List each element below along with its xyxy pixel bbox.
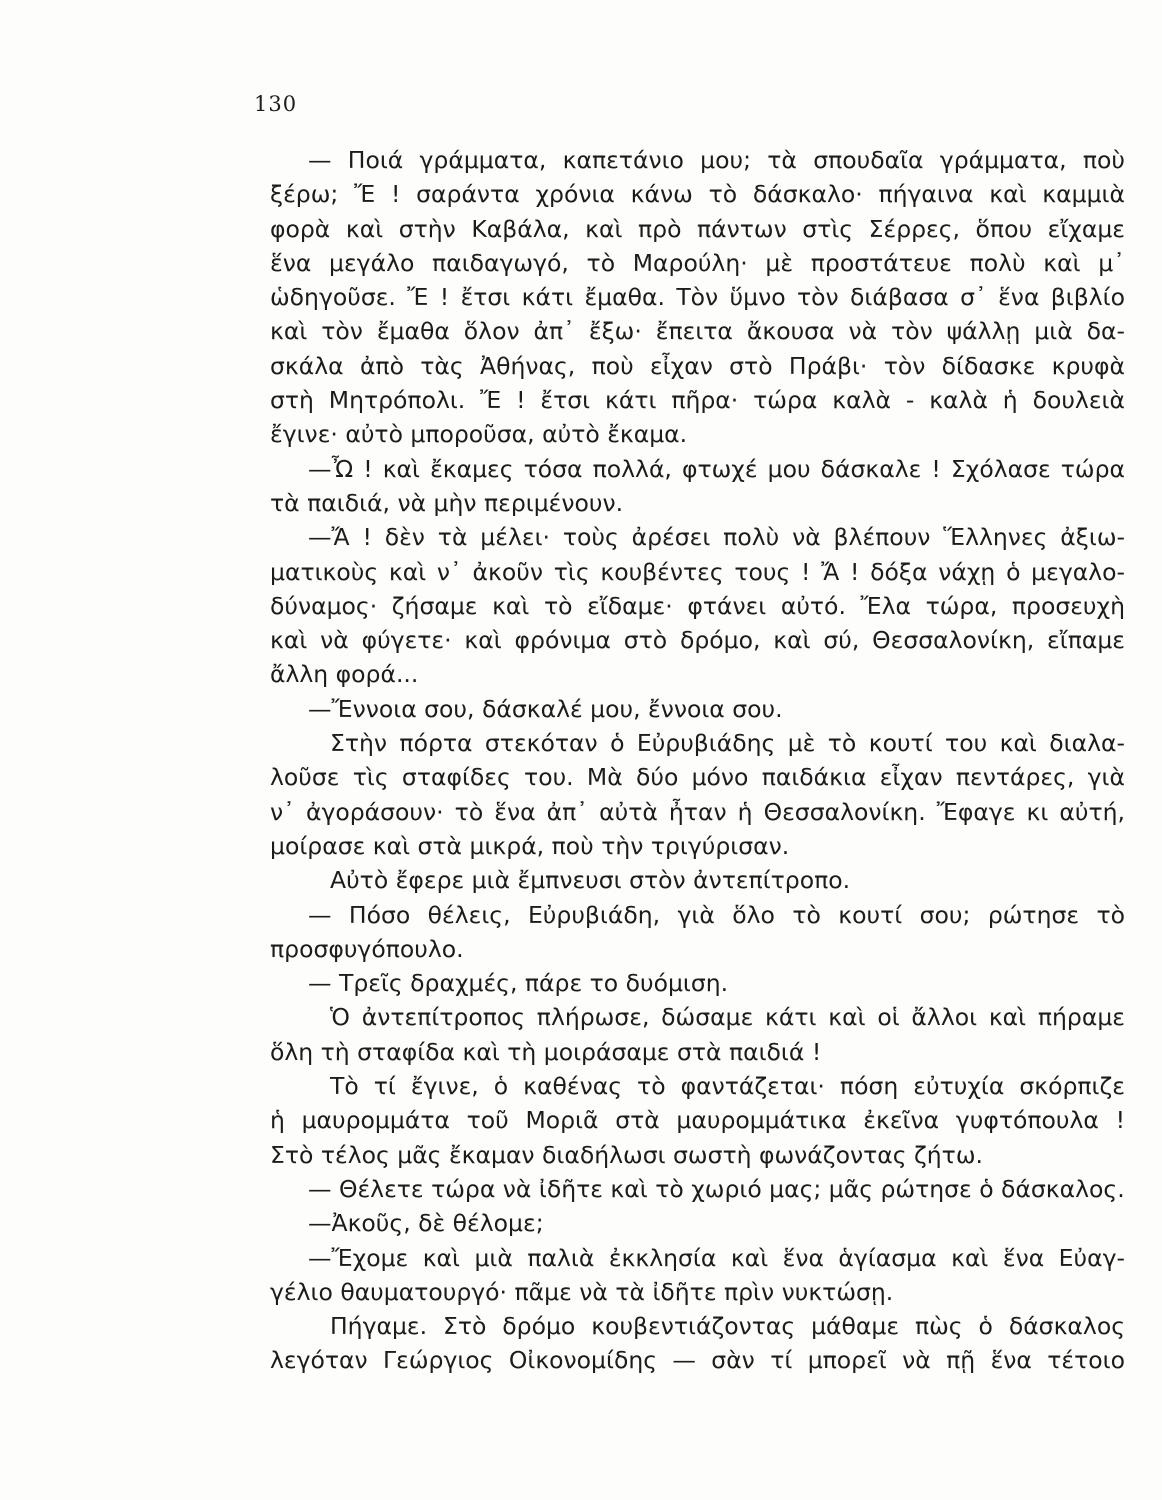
text-line: —Ἔχομε καὶ μιὰ παλιὰ ἐκκλησία καὶ ἕνα ἁγίασμα καὶ ἕνα Εὐαγ-: [308, 1243, 1125, 1272]
text-line: ἄλλη φορά...: [270, 660, 419, 689]
text-line: Πήγαμε. Στὸ δρόμο κουβεντιάζοντας μάθαμε πὼς ὁ δάσκαλος: [330, 1312, 1125, 1341]
text-line: δύναμος· ζήσαμε καὶ τὸ εἴδαμε· φτάνει αὐτό. Ἔλα τώρα, προσευχὴ: [270, 591, 1125, 620]
text-line: ξέρω; Ἔ ! σαράντα χρόνια κάνω τὸ δάσκαλο· πήγαινα καὶ καμμιὰ: [270, 180, 1125, 209]
text-line: Στὸ τέλος μᾶς ἔκαμαν διαδήλωσι σωστὴ φωνάζοντας ζήτω.: [270, 1140, 983, 1169]
text-line: ὅλη τὴ σταφίδα καὶ τὴ μοιράσαμε στὰ παιδιά !: [270, 1037, 822, 1066]
text-line: σκάλα ἀπὸ τὰς Ἀθήνας, ποὺ εἶχαν στὸ Πράβι· τὸν δίδασκε κρυφὰ: [270, 351, 1125, 380]
text-line: — Ποιά γράμματα, καπετάνιο μου; τὰ σπουδαῖα γράμματα, ποὺ: [308, 146, 1125, 174]
text-line: —Ἄ ! δὲν τὰ μέλει· τοὺς ἀρέσει πολὺ νὰ βλέπουν Ἕλληνες ἀξιω-: [308, 523, 1125, 552]
text-line: —Ἀκοῦς, δὲ θέλομε;: [308, 1209, 544, 1238]
text-line: γέλιο θαυματουργό· πᾶμε νὰ τὰ ἰδῆτε πρὶν νυκτώσῃ.: [270, 1277, 894, 1306]
text-line: ὡδηγοῦσε. Ἔ ! ἔτσι κάτι ἔμαθα. Τὸν ὕμνο τὸν διάβασα σ᾽ ἕνα βιβλίο: [270, 283, 1125, 312]
text-line: Ὁ ἀντεπίτροπος πλήρωσε, δώσαμε κάτι καὶ οἱ ἄλλοι καὶ πήραμε: [330, 1003, 1125, 1032]
text-line: λοῦσε τὶς σταφίδες του. Μὰ δύο μόνο παιδάκια εἶχαν πεντάρες, γιὰ: [270, 763, 1125, 792]
text-line: ν᾽ ἀγοράσουν· τὸ ἕνα ἀπ᾽ αὐτὰ ἦταν ἡ Θεσσαλονίκη. Ἔφαγε κι αὐτή,: [270, 797, 1125, 826]
text-line: καὶ νὰ φύγετε· καὶ φρόνιμα στὸ δρόμο, καὶ σύ, Θεσσαλονίκη, εἴπαμε: [270, 626, 1125, 655]
text-line: μοίρασε καὶ στὰ μικρά, ποὺ τὴν τριγύρισαν.: [270, 831, 790, 860]
text-line: Στὴν πόρτα στεκόταν ὁ Εὐρυβιάδης μὲ τὸ κουτί του καὶ διαλα-: [330, 729, 1125, 758]
text-line: ἕνα μεγάλο παιδαγωγό, τὸ Μαρούλη· μὲ προστάτευε πολὺ καὶ μ᾽: [270, 248, 1125, 277]
body-text: [270, 143, 1125, 1378]
text-line: —Ἔννοια σου, δάσκαλέ μου, ἔννοια σου.: [308, 694, 783, 723]
text-line: ἔγινε· αὐτὸ μποροῦσα, αὐτὸ ἔκαμα.: [270, 420, 688, 449]
text-line: στὴ Μητρόπολι. Ἔ ! ἔτσι κάτι πῆρα· τώρα καλὰ - καλὰ ἡ δουλειὰ: [270, 386, 1125, 415]
text-line: — Πόσο θέλεις, Εὐρυβιάδη, γιὰ ὅλο τὸ κουτί σου; ρώτησε τὸ: [308, 900, 1125, 929]
text-line: —Ὦ ! καὶ ἔκαμες τόσα πολλά, φτωχέ μου δάσκαλε ! Σχόλασε τώρα: [308, 454, 1125, 483]
text-line: καὶ τὸν ἔμαθα ὅλον ἀπ᾽ ἔξω· ἔπειτα ἄκουσα νὰ τὸν ψάλλῃ μιὰ δα-: [270, 317, 1125, 346]
text-line: προσφυγόπουλο.: [270, 934, 464, 963]
text-line: λεγόταν Γεώργιος Οἰκονομίδης — σὰν τί μπορεῖ νὰ πῇ ἕνα τέτοιο: [270, 1346, 1125, 1375]
text-line: Αὐτὸ ἔφερε μιὰ ἔμπνευσι στὸν ἀντεπίτροπο.: [330, 866, 851, 895]
text-line: Τὸ τί ἔγινε, ὁ καθένας τὸ φαντάζεται· πόση εὐτυχία σκόρπιζε: [330, 1072, 1125, 1101]
text-line: τὰ παιδιά, νὰ μὴν περιμένουν.: [270, 488, 624, 517]
text-line: φορὰ καὶ στὴν Καβάλα, καὶ πρὸ πάντων στὶς Σέρρες, ὅπου εἴχαμε: [270, 214, 1125, 243]
page-number: 130: [254, 92, 298, 116]
text-line: ματικοὺς καὶ ν᾽ ἀκοῦν τὶς κουβέντες τους ! Ἄ ! δόξα νάχῃ ὁ μεγαλο-: [270, 557, 1125, 586]
text-line: — Τρεῖς δραχμές, πάρε το δυόμιση.: [308, 969, 729, 998]
text-line: — Θέλετε τώρα νὰ ἰδῆτε καὶ τὸ χωριό μας; μᾶς ρώτησε ὁ δάσκαλος.: [308, 1174, 1125, 1203]
text-line: ἡ μαυρομμάτα τοῦ Μοριᾶ στὰ μαυρομμάτικα ἐκεῖνα γυφτόπουλα !: [270, 1106, 1125, 1135]
